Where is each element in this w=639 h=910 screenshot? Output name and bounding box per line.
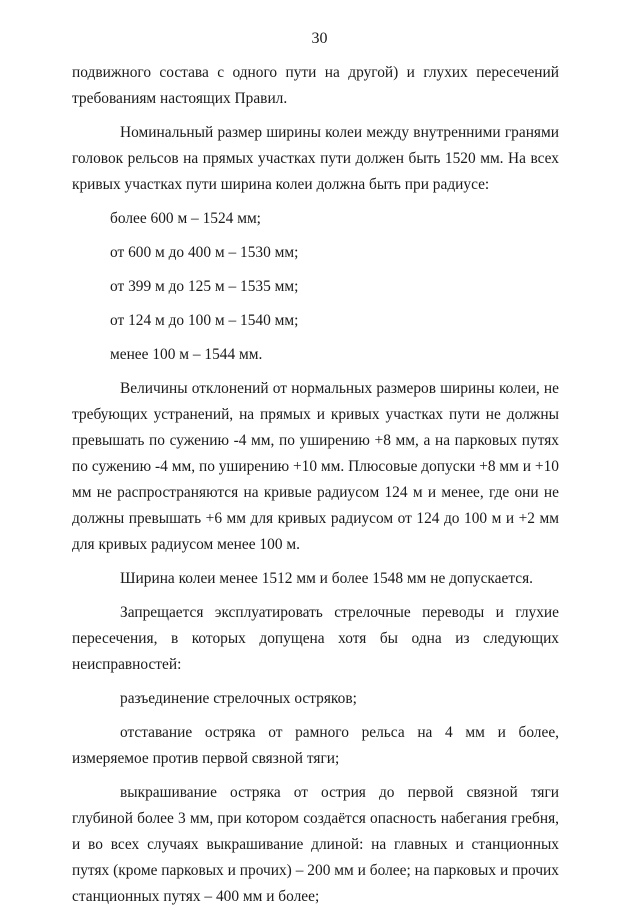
document-body (72, 60, 559, 910)
paragraph: Величины отклонений от нормальных размеров ширины колеи, не требующих устранений, на прямых и кривых участках пути не должны превышать по сужению -4 мм, по уширению +8 мм, а на парковых путях по сужению -4 мм, по уширению +10 мм. Плюсовые допуски +8 мм и +10 мм не распространяются на кривые радиусом 124 м и менее, где они не должны превышать +6 мм для кривых радиусом от 124 до 100 м и +2 мм для кривых радиусом менее 100 м. (72, 380, 559, 553)
list-item: от 399 м до 125 м – 1535 мм; (110, 278, 299, 295)
list-item: менее 100 м – 1544 мм. (110, 346, 263, 363)
list-item: более 600 м – 1524 мм; (110, 210, 261, 227)
paragraph: разъединение стрелочных остряков; (120, 690, 357, 707)
list-item: от 600 м до 400 м – 1530 мм; (110, 244, 299, 261)
paragraph: Запрещается эксплуатировать стрелочные переводы и глухие пересечения, в которых допущена хотя бы одна из следующих неисправностей: (72, 604, 559, 673)
paragraph: отставание остряка от рамного рельса на 4 мм и более, измеряемое против первой связной тяги; (72, 724, 559, 767)
paragraph: Ширина колеи менее 1512 мм и более 1548 мм не допускается. (120, 570, 533, 587)
paragraph: выкрашивание остряка от острия до первой связной тяги глубиной более 3 мм, при котором создаётся опасность набегания гребня, и во всех случаях выкрашивание длиной: на главных и станционных путях (кроме парковых и прочих) – 200 мм и более; на парковых и прочих станционных путях – 400 мм и более; (72, 784, 559, 905)
list-item: от 124 м до 100 м – 1540 мм; (110, 312, 299, 329)
paragraph: подвижного состава с одного пути на другой) и глухих пересечений требованиям настоящих Правил. (72, 64, 559, 107)
paragraph: Номинальный размер ширины колеи между внутренними гранями головок рельсов на прямых участках пути должен быть 1520 мм. На всех кривых участках пути ширина колеи должна быть при радиусе: (72, 124, 559, 193)
page-number: 30 (311, 30, 328, 47)
